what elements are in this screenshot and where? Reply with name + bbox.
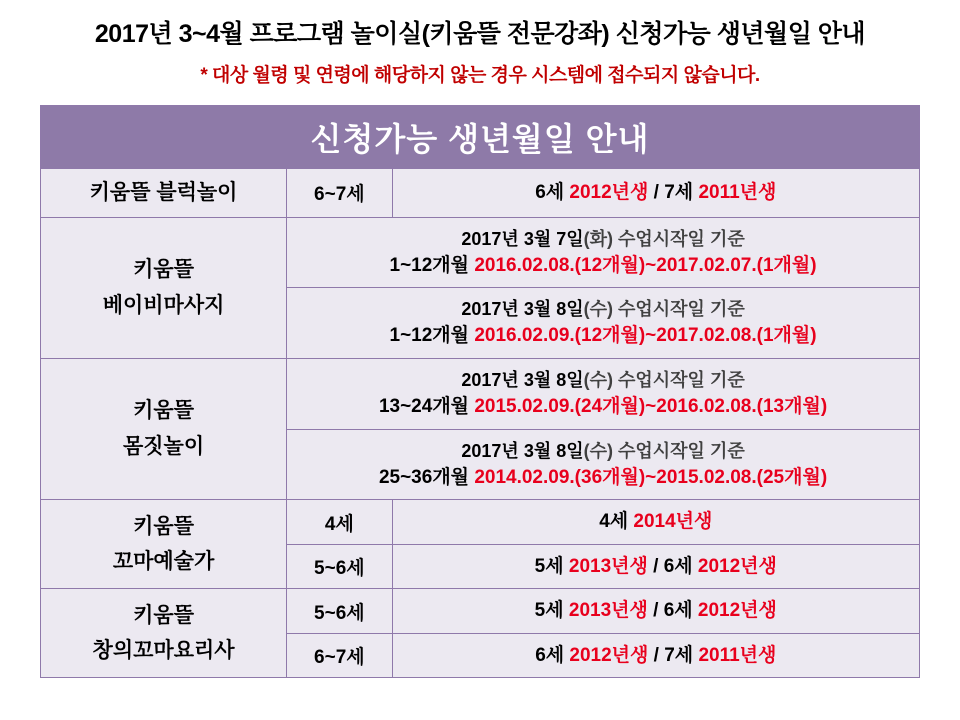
birth-year-detail (392, 169, 919, 218)
table-row (41, 169, 920, 218)
detail-separator: / 6세 (647, 555, 698, 577)
detail-text (293, 393, 913, 421)
table-row (41, 217, 920, 288)
program-name-line2: 창의꼬마요리사 (92, 639, 235, 663)
detail-text (293, 464, 913, 492)
birth-year-detail (392, 500, 919, 545)
detail-note (293, 226, 913, 252)
eligibility-table (40, 105, 920, 678)
detail-birthyear-1: 2012년생 (569, 644, 649, 666)
age-range: 6~7세 (287, 169, 392, 218)
detail-prefix: 6세 (535, 182, 570, 204)
detail-birthyear-2: 2012년생 (697, 600, 777, 622)
birth-year-detail (392, 589, 919, 634)
program-name (41, 358, 287, 499)
page-subtitle-notice: * 대상 월령 및 연령에 해당하지 않는 경우 시스템에 접수되지 않습니다. (200, 65, 760, 86)
detail-birthyear-1: 2013년생 (568, 600, 648, 622)
detail-note-suffix: (수) 수업시작일 기준 (583, 299, 745, 320)
program-name: 키움뜰 블럭놀이 (41, 169, 287, 218)
detail-prefix: 1~12개월 (389, 325, 475, 347)
program-name-line2: 꼬마예술가 (112, 550, 215, 574)
detail-text (293, 252, 913, 280)
program-name-line1: 키움뜰 (133, 399, 194, 423)
birth-month-detail (287, 358, 920, 429)
program-name-line2: 베이비마사지 (102, 293, 225, 317)
detail-birthyear-2: 2011년생 (698, 644, 777, 666)
detail-text (293, 322, 913, 350)
detail-prefix: 1~12개월 (389, 254, 475, 276)
detail-prefix: 5세 (534, 600, 569, 622)
birth-year-detail (392, 544, 919, 589)
birth-month-detail (287, 429, 920, 500)
age-range: 4세 (287, 500, 392, 545)
detail-range: 2015.02.09.(24개월)~2016.02.08.(13개월) (474, 396, 828, 418)
detail-prefix: 4세 (599, 511, 634, 533)
age-range: 5~6세 (287, 589, 392, 634)
detail-text (535, 600, 777, 621)
detail-birthyear-2: 2012년생 (697, 555, 777, 577)
program-name (41, 500, 287, 589)
table-header-row (41, 106, 920, 169)
detail-prefix: 5세 (534, 555, 569, 577)
detail-birthyear-1: 2014년생 (633, 511, 713, 533)
detail-note-date: 2017년 3월 8일 (461, 440, 584, 461)
detail-note-date: 2017년 3월 7일 (461, 228, 584, 249)
detail-birthyear-1: 2012년생 (569, 182, 649, 204)
detail-separator: / 7세 (648, 644, 699, 666)
birth-month-detail (287, 288, 920, 359)
detail-separator: / 7세 (648, 182, 699, 204)
detail-note (293, 438, 913, 464)
age-range: 6~7세 (287, 633, 392, 678)
detail-prefix: 13~24개월 (378, 396, 475, 418)
program-name-line1: 키움뜰 (133, 514, 194, 538)
program-name-line2: 몸짓놀이 (122, 435, 205, 459)
program-name-line1: 키움뜰 (133, 603, 194, 627)
detail-note (293, 367, 913, 393)
detail-range: 2016.02.09.(12개월)~2017.02.08.(1개월) (474, 325, 817, 347)
detail-text (599, 511, 712, 532)
detail-prefix: 6세 (535, 644, 570, 666)
program-name (41, 217, 287, 358)
detail-range: 2014.02.09.(36개월)~2015.02.08.(25개월) (474, 466, 828, 488)
page-title: 2017년 3~4월 프로그램 놀이실(키움뜰 전문강좌) 신청가능 생년월일 안내 (94, 20, 866, 48)
detail-range: 2016.02.08.(12개월)~2017.02.07.(1개월) (474, 254, 817, 276)
detail-prefix: 25~36개월 (378, 466, 475, 488)
detail-text (535, 645, 776, 666)
program-name-line1: 키움뜰 (133, 258, 194, 282)
detail-note-date: 2017년 3월 8일 (461, 299, 584, 320)
detail-birthyear-2: 2011년생 (698, 182, 777, 204)
detail-birthyear-1: 2013년생 (568, 555, 648, 577)
detail-text (535, 556, 777, 577)
program-name (41, 589, 287, 678)
table-row (41, 500, 920, 545)
detail-separator: / 6세 (647, 600, 698, 622)
detail-note-suffix: (화) 수업시작일 기준 (583, 228, 745, 249)
table-header-title: 신청가능 생년월일 안내 (41, 106, 920, 169)
detail-note-suffix: (수) 수업시작일 기준 (583, 369, 745, 390)
detail-note-suffix: (수) 수업시작일 기준 (583, 440, 745, 461)
schedule-table-wrapper (40, 105, 920, 678)
table-row (41, 358, 920, 429)
detail-note (293, 296, 913, 322)
age-range: 5~6세 (287, 544, 392, 589)
table-row (41, 589, 920, 634)
birth-month-detail (287, 217, 920, 288)
detail-note-date: 2017년 3월 8일 (461, 369, 584, 390)
birth-year-detail (392, 633, 919, 678)
detail-text (535, 182, 776, 203)
